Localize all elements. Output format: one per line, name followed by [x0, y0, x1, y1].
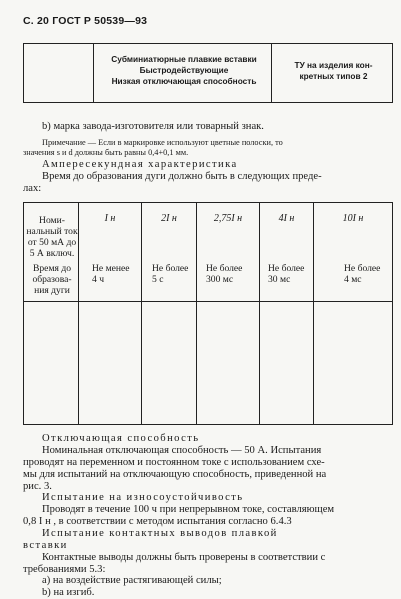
paragraph-line: 0,8 I н , в соответствии с методом испытания согласно 6.4.3	[23, 516, 292, 527]
column-header: 2I н	[161, 213, 177, 224]
section-title: Отключающая способность	[42, 433, 200, 444]
cell-line: Не более	[206, 263, 243, 274]
table-cell	[268, 263, 304, 285]
note-line: Примечание — Если в маркировке используют цветные полоски, то	[42, 138, 283, 147]
cell-line: Не более	[344, 263, 381, 274]
header-line: Номи-	[39, 215, 65, 226]
note-line: значения s и d должны быть равны 0,4+0,1 мм.	[23, 148, 189, 157]
column-header: 10I н	[342, 213, 364, 224]
arc-time-table	[23, 202, 393, 425]
header-line: нальный ток	[26, 226, 78, 237]
header-line: Время до	[32, 263, 71, 274]
column-header: 4I н	[278, 213, 295, 224]
item-b: b) марка завода-изготовителя или товарный знак.	[42, 121, 264, 132]
row-header-current	[26, 215, 78, 259]
table-row-divider	[24, 301, 392, 302]
header-line: ния дуги	[34, 285, 70, 296]
paragraph-line: Проводят в течение 100 ч при непрерывном токе, составляющем	[42, 504, 335, 515]
tu-line: кретных типов 2	[299, 71, 368, 81]
table-divider	[271, 44, 272, 102]
fuse-type-line: Низкая отключающая способность	[111, 76, 257, 86]
page-header: С. 20 ГОСТ Р 50539—93	[23, 15, 148, 27]
paragraph-line: Номинальная отключающая способность — 50 А. Испытания	[42, 445, 322, 456]
paragraph-line: проводят на переменном и постоянном токе с использованием схе-	[23, 457, 325, 468]
cell-line: 4 мс	[344, 274, 362, 285]
paragraph-line: Контактные выводы должны быть проверены в соответствии с	[42, 552, 326, 563]
list-item: a) на воздействие растягивающей силы;	[42, 575, 222, 586]
column-header: I н	[104, 213, 116, 224]
cell-line: 300 мс	[206, 274, 234, 285]
table-divider	[141, 203, 142, 424]
tu-cell	[276, 60, 391, 82]
table-cell	[206, 263, 242, 285]
section-title: Испытание контактных выводов плавкой	[42, 528, 278, 539]
cell-line: Не менее	[92, 263, 130, 274]
table-cell	[152, 263, 188, 285]
table-divider	[78, 203, 79, 424]
paragraph-line: лах:	[23, 183, 42, 194]
table-divider	[313, 203, 314, 424]
fuse-type-line: Быстродействующие	[139, 65, 229, 75]
cell-line: Не более	[268, 263, 305, 274]
header-line: образова-	[32, 274, 72, 285]
header-line: 5 А включ.	[29, 248, 75, 259]
row-header-time	[26, 263, 78, 296]
paragraph-line: требованиями 5.3:	[23, 564, 106, 575]
cell-line: 5 с	[152, 274, 164, 285]
tu-line: ТУ на изделия кон-	[294, 60, 373, 70]
cell-line: Не более	[152, 263, 189, 274]
section-title: Ампересекундная характеристика	[42, 159, 238, 170]
paragraph-line: Время до образования дуги должно быть в следующих преде-	[42, 171, 322, 182]
fuse-type-cell	[99, 54, 269, 87]
section-title: вставки	[23, 540, 68, 551]
table-cell	[92, 263, 130, 285]
list-item: b) на изгиб.	[42, 587, 95, 598]
paragraph-line: рис. 3.	[23, 481, 52, 492]
cell-line: 30 мс	[268, 274, 291, 285]
cell-line: 4 ч	[92, 274, 105, 285]
table-cell	[344, 263, 380, 285]
table-divider	[259, 203, 260, 424]
table-divider	[196, 203, 197, 424]
table-divider	[93, 44, 94, 102]
paragraph-line: мы для испытаний на отключающую способность, приведенной на	[23, 469, 327, 480]
fuse-type-line: Субминиатюрные плавкие вставки	[111, 54, 257, 64]
fuse-spec-table	[23, 43, 393, 103]
column-header: 2,75I н	[213, 213, 243, 224]
header-line: от 50 мА до	[27, 237, 77, 248]
section-title: Испытание на износоустойчивость	[42, 492, 244, 503]
